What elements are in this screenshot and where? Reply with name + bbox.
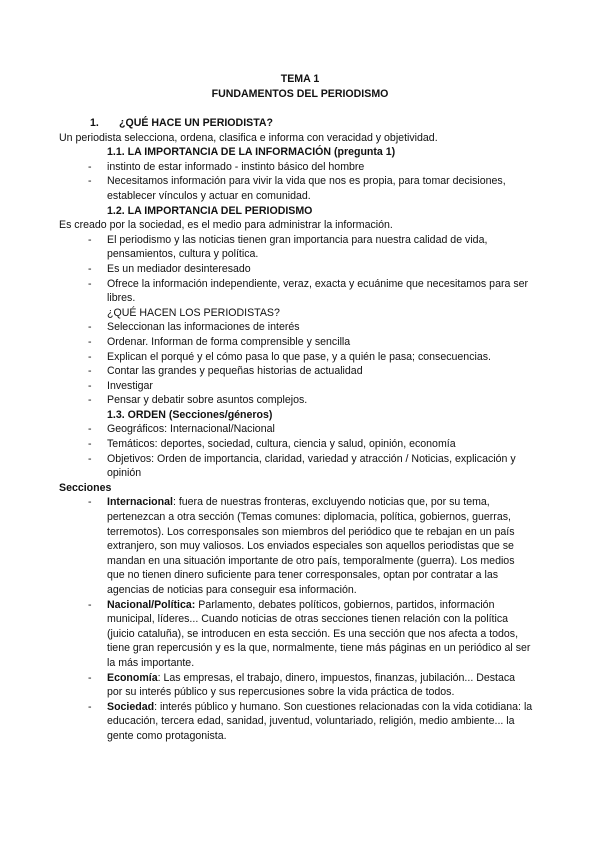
list-item: - Investigar — [88, 379, 153, 392]
secciones-heading: Secciones — [59, 481, 112, 494]
list-item: - Sociedad: interés público y humano. Son cuestiones relacionadas con la vida cotidiana: la educación, tercera edad, sanidad, juventud, voluntariado, religión, medio ambiente... la gente como protagonista. — [88, 700, 533, 742]
question-heading: ¿QUÉ HACEN LOS PERIODISTAS? — [107, 306, 280, 319]
document-title: TEMA 1 — [280, 73, 320, 85]
list-item: - Es un mediador desinteresado — [88, 262, 251, 275]
list-question — [73, 320, 533, 408]
list-item: - Internacional: fuera de nuestras fronteras, excluyendo noticias que, por su tema, pertenezcan a otra sección (Temas comunes: diplomacia, política, gobiernos, guerras, terremotos). Los corresponsales son miembros del periódico que te rebajan en un país extranjero, son muy valiosos. Los enviados especiales son aquellos periodistas que se mandan en una situación importante de otro país, temporalmente (guerra). Los medios que no tienen dinero suficiente para tener corresponsales, optan por contratar a las agencias de noticias para conseguir esa información. — [88, 496, 515, 596]
subheading-1-1: 1.1. LA IMPORTANCIA DE LA INFORMACIÓN (pregunta 1) — [107, 146, 396, 159]
section-number: 1. — [90, 117, 99, 129]
list-secciones — [73, 495, 533, 743]
sub2-intro: Es creado por la sociedad, es el medio para administrar la información. — [59, 219, 393, 232]
list-item: - El periodismo y las noticias tienen gran importancia para nuestra calidad de vida, pensamientos, cultura y política. — [88, 233, 488, 261]
list-item: - Objetivos: Orden de importancia, claridad, variedad y atracción / Noticias, explicación y opinión — [88, 452, 516, 480]
subheading-1-2: 1.2. LA IMPORTANCIA DEL PERIODISMO — [107, 204, 313, 217]
list-1-3 — [73, 422, 533, 480]
list-item: - Geográficos: Internacional/Nacional — [88, 423, 275, 436]
list-item: - Pensar y debatir sobre asuntos complejos. — [88, 394, 308, 407]
list-item: - instinto de estar informado - instinto básico del hombre — [88, 160, 365, 173]
list-item: - Contar las grandes y pequeñas historias de actualidad — [88, 365, 363, 378]
list-item: - Ofrece la información independiente, veraz, exacta y ecuánime que necesitamos para ser libres. — [88, 277, 529, 305]
intro-paragraph: Un periodista selecciona, ordena, clasifica e informa con veracidad y objetividad. — [59, 131, 438, 144]
list-item: - Temáticos: deportes, sociedad, cultura, ciencia y salud, opinión, economía — [88, 438, 456, 451]
list-item: - Necesitamos información para vivir la vida que nos es propia, para tomar decisiones, establecer vínculos y actuar en comunidad. — [88, 175, 506, 202]
list-item: - Seleccionan las informaciones de interés — [88, 321, 300, 334]
section-heading — [73, 116, 533, 131]
document-subtitle: FUNDAMENTOS DEL PERIODISMO — [211, 88, 389, 100]
subheading-1-3: 1.3. ORDEN (Secciones/géneros) — [107, 408, 273, 421]
document-body — [59, 116, 533, 744]
list-item: - Nacional/Política: Parlamento, debates políticos, gobiernos, partidos, información municipal, líderes... Cuando noticias de otras secciones tienen relación con la política (juicio cataluña), se introducen en esta sección. Es una sección que nos afecta a todos, tiene gran repercusión y es la que, normalmente, tiene más páginas en un periódico al ser la más importante. — [88, 598, 531, 669]
list-item: - Ordenar. Informan de forma comprensible y sencilla — [88, 335, 351, 348]
list-1-2 — [73, 233, 533, 306]
list-item: - Economía: Las empresas, el trabajo, dinero, impuestos, finanzas, jubilación... Destaca por su interés público y sus repercusiones sobre la vida práctica de todos. — [88, 671, 516, 699]
section-heading-text: ¿QUÉ HACE UN PERIODISTA? — [119, 117, 274, 129]
list-item: - Explican el porqué y el cómo pasa lo que pase, y a quién le pasa; consecuencias. — [88, 350, 491, 363]
list-1-1 — [73, 160, 533, 204]
